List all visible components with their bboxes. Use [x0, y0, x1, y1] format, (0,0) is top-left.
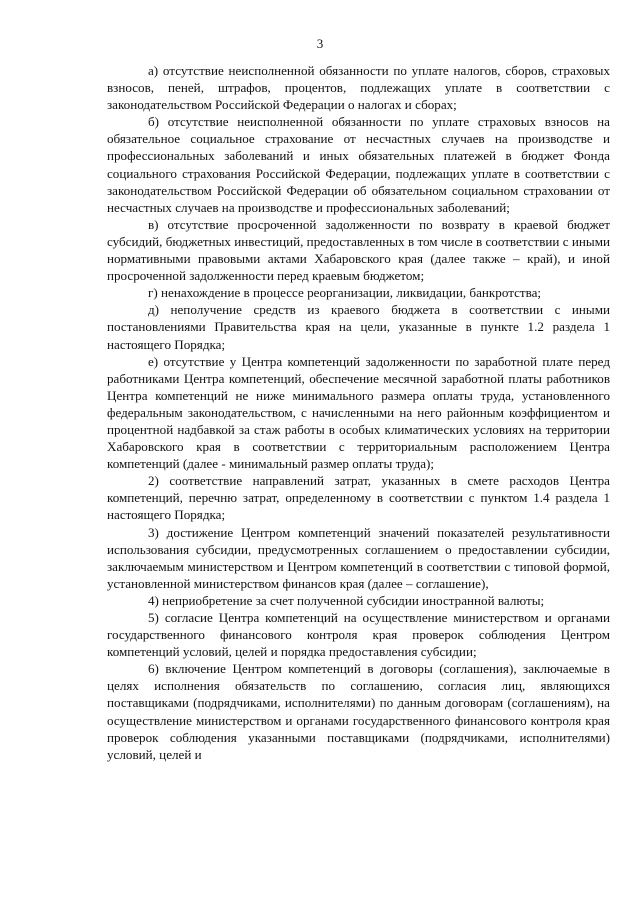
paragraph-b: б) отсутствие неисполненной обязанности по уплате страховых взносов на обязательное социальное страхование от несчастных случаев на производстве и профессиональных заболеваний и иных обязательных платежей в бюджет Фонда социального страхования Российской Федерации, подлежащих уплате в соответствии с законодательством Российской Федерации об обязательном социальном страховании от несчастных случаев на производстве и профессиональных заболеваний; — [107, 114, 610, 215]
paragraph-5: 5) согласие Центра компетенций на осуществление министерством и органами государственного финансового контроля края проверок соблюдения Центром компетенций условий, целей и порядка предоставления субсидии; — [107, 610, 610, 660]
paragraph-d: д) неполучение средств из краевого бюджета в соответствии с иными постановлениями Правительства края на цели, указанные в пункте 1.2 раздела 1 настоящего Порядка; — [107, 302, 610, 352]
paragraph-g: г) ненахождение в процессе реорганизации, ликвидации, банкротства; — [148, 285, 542, 301]
paragraph-4: 4) неприобретение за счет полученной субсидии иностранной валюты; — [148, 592, 545, 608]
paragraph-e: е) отсутствие у Центра компетенций задолженности по заработной плате перед работниками Центра компетенций, обеспечение месячной заработной платы работников Центра компетенций не ниже минимального размера оплаты труда, установленного федеральным законодательством, с начисленными на него районным коэффициентом и процентной надбавкой за стаж работы в особых климатических условиях на территории Хабаровского края в соответствии с территориальным расположением Центра компетенций (далее - минимальный размер оплаты труда); — [107, 353, 610, 472]
page-number: 3 — [316, 36, 324, 51]
paragraph-6: 6) включение Центром компетенций в договоры (соглашения), заключаемые в целях исполнения обязательств по соглашению, согласия лиц, являющихся поставщиками (подрядчиками, исполнителями) по данным договорам (соглашениям), на осуществление министерством и органами государственного финансового контроля края проверок соблюдения указанными поставщиками (подрядчиками, исполнителями) условий, целей и — [107, 661, 610, 762]
paragraph-v: в) отсутствие просроченной задолженности по возврату в краевой бюджет субсидий, бюджетных инвестиций, предоставленных в том числе в соответствии с иными нормативными правовыми актами Хабаровского края (далее также – край), и иной просроченной задолженности перед краевым бюджетом; — [107, 216, 610, 284]
paragraph-3: 3) достижение Центром компетенций значений показателей результативности использования субсидии, предусмотренных соглашением о предоставлении субсидии, заключаемым министерством и Центром компетенций в соответствии с типовой формой, установленной министерством финансов края (далее – соглашение), — [107, 524, 610, 591]
document-body — [107, 62, 610, 763]
paragraph-2: 2) соответствие направлений затрат, указанных в смете расходов Центра компетенций, перечню затрат, определенному в соответствии с пунктом 1.4 раздела 1 настоящего Порядка; — [107, 473, 610, 523]
paragraph-a: а) отсутствие неисполненной обязанности по уплате налогов, сборов, страховых взносов, пеней, штрафов, процентов, подлежащих уплате в соответствии с законодательством Российской Федерации о налогах и сборах; — [107, 63, 610, 113]
